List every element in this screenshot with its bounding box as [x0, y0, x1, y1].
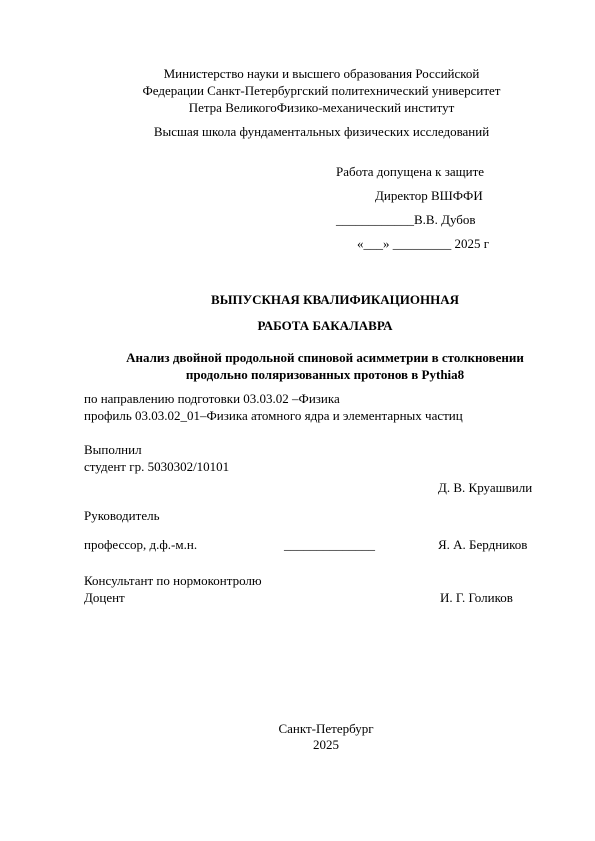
consultant-name: И. Г. Голиков [440, 590, 513, 605]
consultant-label: Консультант по нормоконтролю [84, 573, 262, 588]
performer-label: Выполнил [84, 442, 142, 457]
school-name: Высшая школа фундаментальных физических исследований [153, 124, 490, 139]
profile-line: профиль 03.03.02_01–Физика атомного ядра и элементарных частиц [84, 408, 463, 423]
ministry-line-3: Петра ВеликогоФизико-механический институт [188, 100, 455, 115]
consultant-position: Доцент [84, 590, 125, 605]
approval-signature: ____________В.В. Дубов [336, 212, 476, 227]
ministry-line-1: Министерство науки и высшего образования Российской [163, 66, 480, 81]
topic-line-2: продольно поляризованных протонов в Pythia8 [185, 367, 465, 382]
year: 2025 [313, 737, 339, 752]
work-type-line-1: ВЫПУСКНАЯ КВАЛИФИКАЦИОННАЯ [211, 292, 459, 307]
performer-name: Д. В. Круашвили [438, 480, 533, 495]
supervisor-label: Руководитель [84, 508, 160, 523]
approval-director: Директор ВШФФИ [375, 188, 483, 203]
work-type-line-2: РАБОТА БАКАЛАВРА [257, 318, 393, 333]
supervisor-position: профессор, д.ф.-м.н. [84, 537, 198, 552]
ministry-line-2: Федерации Санкт-Петербургский политехнический университет [142, 83, 501, 98]
approval-date: «___» _________ 2025 г [357, 236, 490, 251]
approval-line-1: Работа допущена к защите [336, 164, 485, 179]
direction-line: по направлению подготовки 03.03.02 –Физика [84, 391, 340, 406]
performer-group: студент гр. 5030302/10101 [84, 459, 230, 474]
supervisor-signature-line: ______________ [284, 537, 375, 552]
supervisor-name: Я. А. Бердников [438, 537, 528, 552]
city: Санкт-Петербург [278, 721, 374, 736]
topic-line-1: Анализ двойной продольной спиновой асимметрии в столкновении [126, 350, 524, 365]
